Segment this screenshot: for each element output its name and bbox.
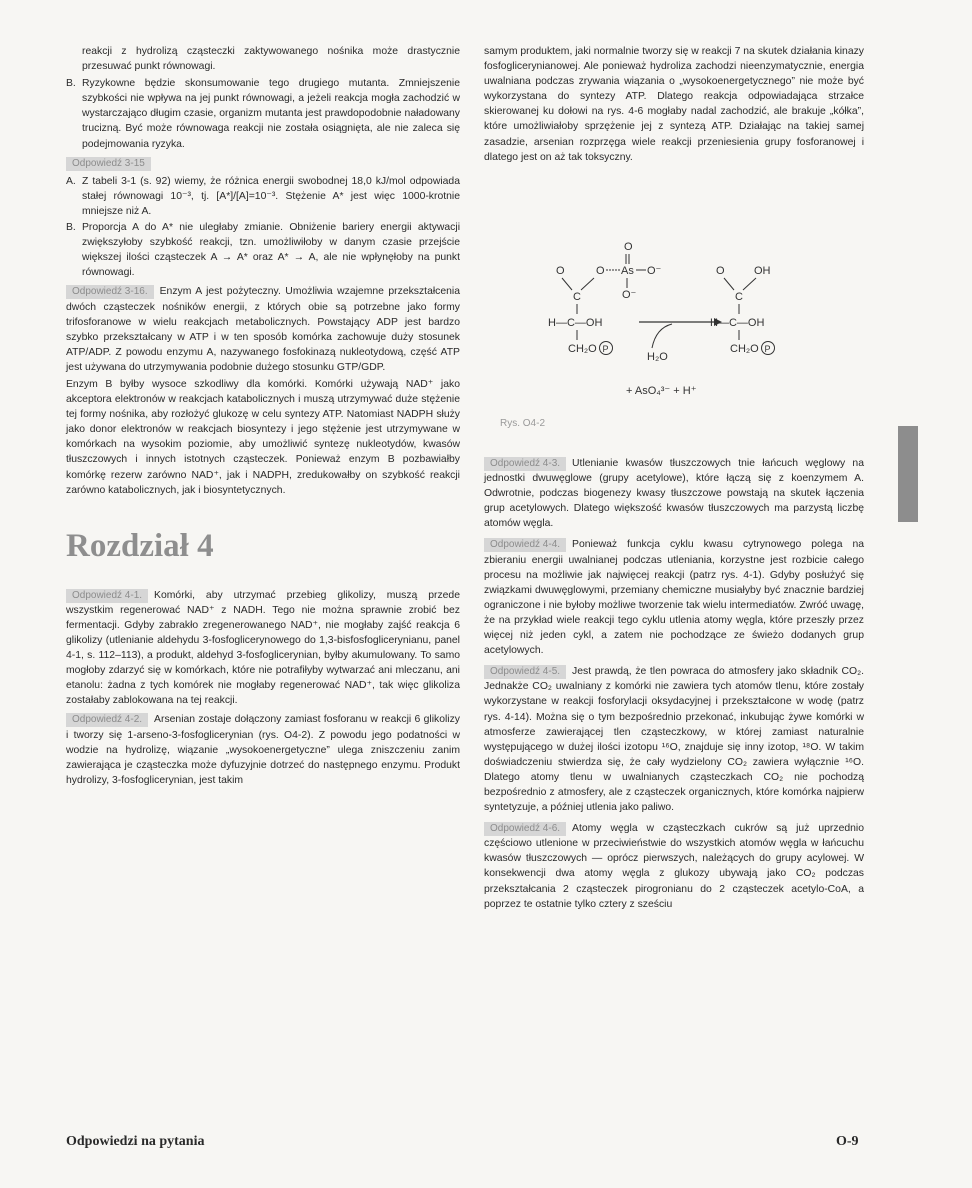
left-column (66, 44, 460, 790)
atom-o-right: O (716, 265, 725, 277)
answer-block-3-15 (66, 156, 460, 171)
atom-o-minus: O⁻ (647, 265, 662, 277)
atom-o-bridge: O (596, 265, 605, 277)
answer-4-6 (484, 821, 864, 912)
phosphate-left: P (602, 344, 609, 354)
answer-tag: Odpowiedź 4-5. (484, 665, 566, 679)
water-label: H₂O (647, 351, 668, 363)
atom-as: As (621, 265, 634, 277)
paragraph-intro: reakcji z hydrolizą cząsteczki zaktywowanego nośnika może drastycznie przesuwać punkt równowagi. (82, 46, 460, 73)
answer-text: Atomy węgla w cząsteczkach cukrów są już uprzednio częściowo utlenione w przeciwieństwie do wszystkich atomów węgla w łańcuchu kwasów tłuszczowych — oprócz pierwszych, należących do grupy acylowej. W konsekwencji dwa atomy węgla z glukozy ubywają jako CO₂ podczas przekształcania 2 cząsteczek pirogronianu do 2 cząsteczek acetylo-CoA, a poprzez te ostatnie tylko cztery z sześciu (484, 823, 864, 910)
figure-caption: Rys. O4-2 (500, 418, 546, 429)
answer-4-5 (484, 664, 864, 815)
list-label: A. (66, 175, 76, 187)
answer-text: Komórki, aby utrzymać przebieg glikolizy, muszą przede wszystkim regenerować NAD⁺ z NADH. Tego nie można sprawnie zrobić bez fermentacji. Gdyby zabrakło zregenerowanego NAD⁺, nie mogłaby zajść reakcja 6 glikolizy (utlenianie aldehydu 3-fosfoglicerynowego do 1,3-bisfosfoglicerynianu, panel 4-1, s. 112–113), a produkt, aldehyd 3-fosfoglicerynian, byłby akumulowany. To samo mogłoby zdarzyć się w komórkach, które nie potrafiłyby wytwarzać ani mleczanu, ani etanolu: żadna z tych komórek nie mogłaby regenerować NAD⁺, tak więc glikoliza zostałaby zablokowana na tej reakcji. (66, 589, 460, 707)
list-item (66, 220, 460, 280)
atom-o-left: O (556, 265, 565, 277)
reaction-diagram (484, 236, 864, 436)
list-text: Proporcja A do A* nie uległaby zmianie. Obniżenie bariery energii aktywacji zwiększyłoby szybkość reakcji, tzn. umożliwiłoby w danym czasie przejście większej ilości cząsteczek A → A* oraz A* → A, ale nie wpłynęłoby na punkt równowagi. (82, 222, 460, 279)
ch2o-right: CH₂O (730, 343, 759, 355)
answer-4-4 (484, 537, 864, 658)
atom-c-left: C (573, 291, 581, 303)
atom-o-top: O (624, 241, 633, 253)
phosphate-right: P (764, 344, 771, 354)
list-label: B. (66, 222, 76, 234)
answer-tag: Odpowiedź 4-6. (484, 822, 566, 836)
right-column-bottom (484, 456, 864, 914)
answer-tag: Odpowiedź 4-1. (66, 589, 148, 603)
list-text: Ryzykowne będzie skonsumowanie tego drugiego mutanta. Zmniejszenie szybkości nie wpływa na jej punkt równowagi, a jeżeli reakcja mogła zachodzić w wystarczająco długim czasie, organizm mutanta jest prawdopodobnie naładowany trucizną. Być może równowaga reakcji nie została osiągnięta, ale nie zaleca się podejmowania ryzyka. (82, 78, 460, 150)
list-text: Z tabeli 3-1 (s. 92) wiemy, że różnica energii swobodnej 18,0 kJ/mol odpowiada stałej równowagi 10⁻³, tj. [A*]/[A]=10⁻³. Stężenie A* jest więc 1000-krotnie mniejsze niż A. (82, 175, 460, 217)
atom-c-right: C (735, 291, 743, 303)
thumb-index-tab (898, 426, 918, 522)
answer-tag: Odpowiedź 4-4. (484, 538, 566, 552)
paragraph: Enzym B byłby wysoce szkodliwy dla komórki. Komórki używają NAD⁺ jako akceptora elektronów w reakcjach katabolicznych i muszą utrzymywać duże stężenie tej formy nośnika, aby rozłożyć glukozę w celu syntezy ATP. Natomiast NADPH służy jako donor elektronów w reakcjach biosyntezy i jego stężenie jest utrzymywane w komórkach na wysokim poziomie, aby umożliwić syntezę nukleotydów, kwasów tłuszczowych i innych istotnych cząsteczek. Ponieważ enzym B pozbawiałby komórkę rezerw zarówno NAD⁺, jak i NADPH, zredukowałby on szybkość reakcji zarówno katabolicznych, jak i biosyntetycznych. (66, 378, 460, 496)
list-item (66, 174, 460, 219)
atom-oh-right: OH (754, 265, 771, 277)
answer-tag: Odpowiedź 4-2. (66, 713, 148, 727)
answer-text: Arsenian zostaje dołączony zamiast fosforanu w reakcji 6 glikolizy i tworzy się 1-arseno-3-fosfoglicerynian (rys. O4-2). Z powodu jego podatności w wodzie na hydrolizę, wiązanie „wysokoenergetyczne” ulega zniszczeniu zanim zawierająca je cząsteczka może dyfuzyjnie dotrzeć do następnego enzymu. Produkt hydrolizy, 3-fosfoglicerynian, jest takim (66, 714, 460, 786)
answer-tag: Odpowiedź 3-16. (66, 285, 154, 299)
running-footer-title: Odpowiedzi na pytania (66, 1134, 205, 1149)
list-item (66, 76, 460, 151)
list-label: B. (66, 78, 76, 90)
atom-o-minus-lower: O⁻ (622, 289, 637, 301)
answer-tag: Odpowiedź 4-3. (484, 457, 566, 471)
reaction-figure (484, 236, 864, 436)
answer-tag: Odpowiedź 3-15 (66, 157, 151, 171)
page-number: O-9 (836, 1134, 859, 1149)
ch2o-left: CH₂O (568, 343, 597, 355)
hcoh-right: H—C—OH (710, 317, 765, 329)
right-column-top (484, 44, 864, 167)
answer-4-1 (66, 588, 460, 709)
answer-text: Jest prawdą, że tlen powraca do atmosfery jako składnik CO₂. Jednakże CO₂ uwalniany z komórki nie zawiera tych atomów tlenu, które zostały wykorzystane w reakcji fosforylacji oksydacyjnej i przekształcone w wodę (patrz rys. 4-14). Można się o tym bezpośrednio przekonać, inkubując żywe komórki w atmosferze zawierającej tlen cząsteczkowy, w której zamiast naturalnie występującego w dużej ilości izotopu ¹⁶O, znajduje się inny izotop, ¹⁸O. W takim doświadczeniu stwierdza się, że cały wydzielony CO₂ zawiera wyłącznie ¹⁶O. Dlatego atomy tlenu w uwalnianych cząsteczkach CO₂ nie pochodzą bezpośrednio z atmosfery, ale z cząsteczek organicznych, które komórka najpierw syntetyzuje, a później utlenia jako paliwo. (484, 666, 864, 814)
answer-4-2 (66, 712, 460, 787)
chapter-heading: Rozdział 4 (66, 527, 214, 564)
answer-3-16 (66, 284, 460, 375)
answer-4-3 (484, 456, 864, 531)
answer-text: Enzym A jest pożyteczny. Umożliwia wzajemne przekształcenia dwóch cząsteczek nośników energii, z których obie są potrzebne jako formy trifosforanowe w wielu reakcjach metabolicznych. Powstający ADP jest bardzo szybko przekształcany w ATP i w ten sposób komórka zachowuje duży stosunek ATP/ADP. Z powodu enzymu A, nazywanego fosfokinazą nukleotydową, część ATP jest używana do utrzymywania podobnie dużego stosunku GTP/GDP. (66, 286, 460, 373)
answer-text: Utlenianie kwasów tłuszczowych tnie łańcuch węglowy na jednostki dwuwęglowe (grupy acetylowe), które łączą się z koenzymem A. Odwrotnie, podczas biogenezy kwasy tłuszczowe powstają na skutek łączenia grup acetylowych. Dlatego większość kwasów tłuszczowych ma parzystą liczbę atomów węgla. (484, 458, 864, 530)
products-label: + AsO₄³⁻ + H⁺ (626, 385, 697, 397)
hcoh-left: H—C—OH (548, 317, 603, 329)
answer-text: Ponieważ funkcja cyklu kwasu cytrynowego polega na zbieraniu energii uwalnianej podczas utleniania, korzystne jest rozbicie całego procesu na możliwie jak najwięcej reakcji (patrz rys. 4-1). Gdyby posłużyć się związkami dwuwęglowymi, przemiany chemiczne musiałyby być znacznie bardziej ograniczone i nie byłoby możliwe tworzenie tak wielu intermediatów. Zwróć uwagę, że na przykład wiele reakcji tego cyklu utlenia atomy węgla, które przeszły przez więcej niż jeden cykl, a zatem nie pochodzące ze świeżo dodanych grup acetylowych. (484, 539, 865, 657)
paragraph: samym produktem, jaki normalnie tworzy się w reakcji 7 na skutek działania kinazy fosfoglicerynianowej. Ale ponieważ hydroliza zachodzi nieenzymatycznie, energia uwalniana podczas zrywania wiązania o „wysokoenergetycznego” nie może być wykorzystana do syntezy ATP. Dlatego reakcja odpowiadająca strzałce skierowanej ku dołowi na rys. 4-6 mogłaby nadal zachodzić, ale brakuje „kółka”, które umożliwiałoby sprzężenie jej z syntezą ATP. Działając na takiej samej zasadzie, arsenian rozprzęga wiele reakcji przeniesienia grupy fosforanowej i dlatego jest on aż tak toksyczny. (484, 46, 864, 163)
